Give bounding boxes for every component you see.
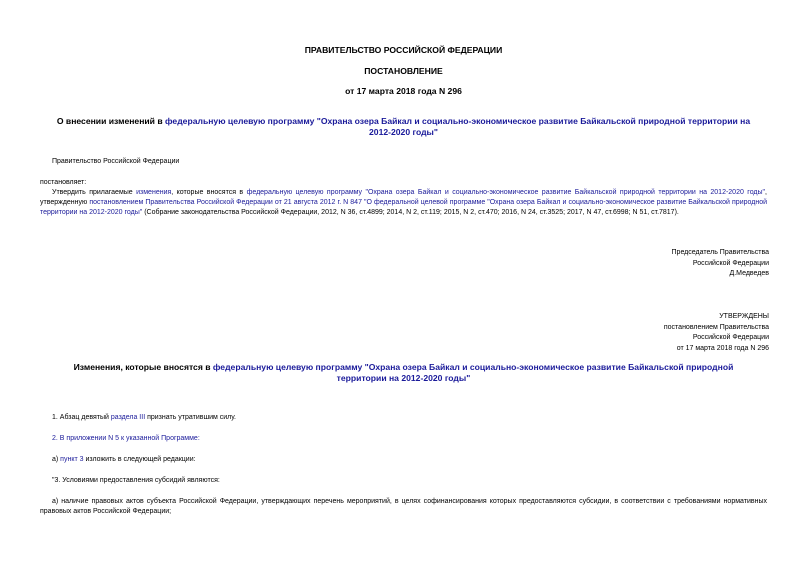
approve-text-2: , которые вносятся в xyxy=(171,189,247,196)
item-3 xyxy=(52,455,196,465)
approve-text-3: , утвержденную xyxy=(40,189,767,206)
title-prefix: О внесении изменений в xyxy=(56,116,166,126)
changes-title xyxy=(60,362,747,384)
document-type: ПОСТАНОВЛЕНИЕ xyxy=(364,66,443,76)
title-program-link[interactable]: федеральную целевую программу "Охрана озера Байкал и социально-экономическое развитие Байкальской природной территории на 2012-2020 годы" xyxy=(165,116,751,137)
changes-title-prefix: Изменения, которые вносятся в xyxy=(73,362,213,372)
approve-text-1: Утвердить прилагаемые xyxy=(52,189,137,196)
point-3-link[interactable]: пункт 3 xyxy=(60,456,84,463)
approved-block xyxy=(509,312,769,354)
signature-line-3: Д.Медведев xyxy=(729,270,769,278)
approved-line-2: постановлением Правительства xyxy=(663,323,769,331)
program-link[interactable]: федеральную целевую программу "Охрана озера Байкал и социально-экономическое развитие Байкальской природной территории на 2012-2020 годы" xyxy=(246,189,766,196)
section-iii-link[interactable]: раздела III xyxy=(110,414,146,421)
government-heading: ПРАВИТЕЛЬСТВО РОССИЙСКОЙ ФЕДЕРАЦИИ xyxy=(304,45,503,55)
appendix-5-link[interactable]: приложении N 5 к указанной Программе xyxy=(66,435,198,442)
approved-line-4: от 17 марта 2018 года N 296 xyxy=(676,344,769,352)
resolution-link[interactable]: постановлением Правительства Российской Федерации от 21 августа 2012 г. N 847 "О федеральной целевой программе "Охрана озера Байкал и социально-экономическое развитие Байкальской природной территории на 2012-2020 годы" xyxy=(40,199,767,216)
item-1-text-2: признать утратившим силу. xyxy=(145,414,236,421)
document-date: от 17 марта 2018 года N 296 xyxy=(345,86,462,96)
item-5: а) наличие правовых актов субъекта Российской Федерации, утверждающих перечень мероприятий, в целях софинансирования которых предоставляются субсидии, в соответствии с требованиями нормативных правовых актов Российской Федерации; xyxy=(40,498,767,515)
signature-block xyxy=(509,248,769,280)
changes-link[interactable]: изменения xyxy=(136,189,172,196)
item-1-text-1: 1. Абзац девятый xyxy=(52,414,111,421)
approve-paragraph xyxy=(40,188,767,218)
approved-line-1: УТВЕРЖДЕНЫ xyxy=(719,313,769,320)
intro-text: Правительство Российской Федерации xyxy=(52,158,180,165)
approved-line-3: Российской Федерации xyxy=(692,334,769,342)
item-3-text-2: изложить в следующей редакции: xyxy=(83,456,196,463)
item-1 xyxy=(52,413,236,423)
signature-line-1: Председатель Правительства xyxy=(671,249,769,256)
changes-title-program-link[interactable]: федеральную целевую программу "Охрана озера Байкал и социально-экономическое развитие Байкальской природной территории на 2012-2020 годы" xyxy=(212,362,734,383)
item-2-text-2: : xyxy=(197,435,200,442)
signature-line-2: Российской Федерации xyxy=(692,259,769,267)
item-4: "3. Условиями предоставления субсидий являются: xyxy=(52,477,220,484)
document-title xyxy=(55,116,752,138)
approve-text-4: (Собрание законодательства Российской Федерации, 2012, N 36, ст.4899; 2014, N 2, ст.119; 2015, N 2, ст.470; 2016, N 24, ст.3525; 2017, N 47, ст.6998; N 51, ст.7817). xyxy=(142,209,679,216)
decree-word: постановляет: xyxy=(40,179,87,186)
item-2-text-1: 2. В xyxy=(52,435,67,442)
item-3-text-1: а) xyxy=(52,456,61,463)
item-2 xyxy=(52,434,200,444)
